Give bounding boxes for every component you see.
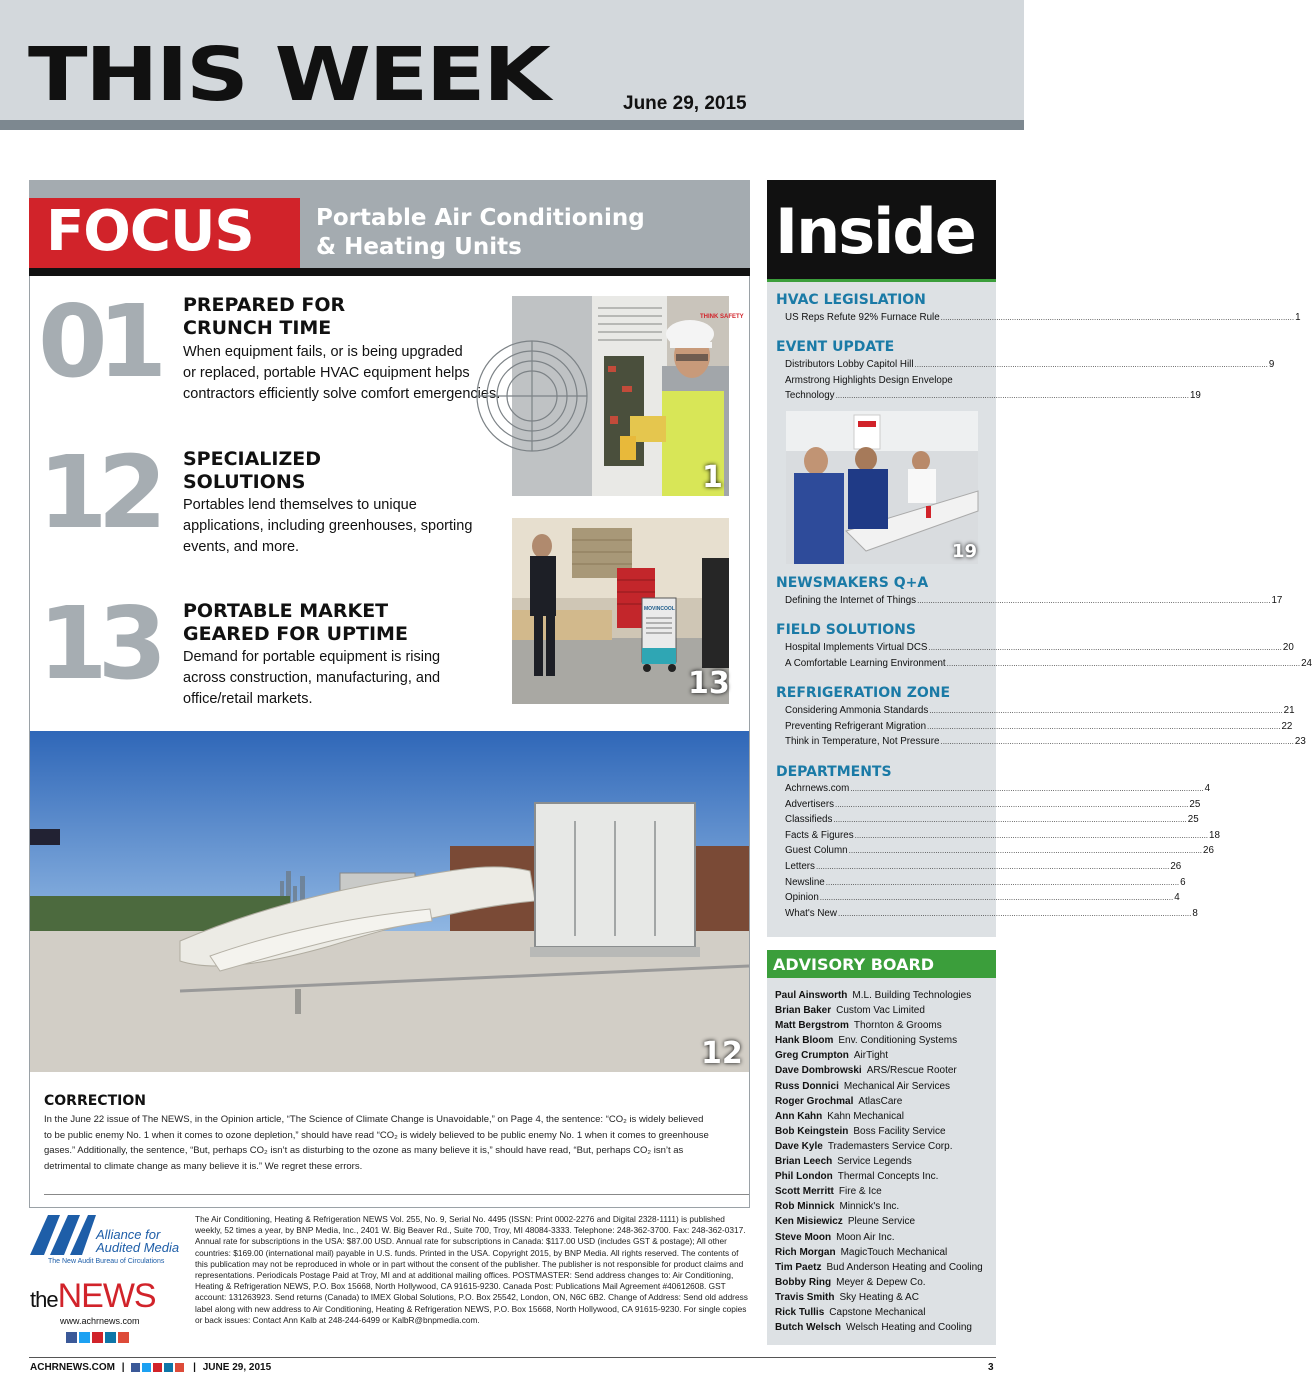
issue-date: June 29, 2015: [623, 93, 747, 114]
toc-list: [785, 310, 1301, 326]
advisory-member: [775, 1139, 995, 1154]
toc-item[interactable]: [785, 719, 1293, 735]
toc-leader: [947, 656, 1300, 672]
story-number: 12: [38, 434, 158, 551]
member-name: Scott Merritt: [775, 1186, 834, 1198]
toc-leader: [928, 640, 1281, 656]
footer-site[interactable]: ACHRNEWS.COM: [30, 1362, 115, 1373]
toc-leader: [915, 357, 1268, 373]
toc-section-heading: FIELD SOLUTIONS: [776, 622, 916, 638]
toc-item-title: Opinion: [785, 892, 819, 904]
toc-leader: [816, 859, 1169, 875]
member-company: Meyer & Depew Co.: [836, 1276, 926, 1288]
story-desc-line: Demand for portable equipment is rising: [183, 649, 441, 665]
toc-item-title: Armstrong Highlights Design Envelope: [785, 374, 953, 386]
member-name: Travis Smith: [775, 1291, 835, 1303]
vest-text: THINK SAFETY: [700, 314, 744, 320]
member-name: Russ Donnici: [775, 1080, 839, 1092]
footer-separator: |: [193, 1362, 196, 1373]
advisory-member: [775, 1230, 995, 1245]
story-title-link[interactable]: [183, 600, 503, 646]
advisory-member: [775, 1063, 995, 1078]
photo-number: 13: [688, 666, 730, 701]
toc-item-page: 25: [1187, 814, 1199, 826]
toc-leader: [940, 734, 1293, 750]
page-number: 3: [988, 1362, 994, 1373]
toc-item-title: Think in Temperature, Not Pressure: [785, 736, 940, 748]
youtube-icon[interactable]: [153, 1363, 162, 1372]
toc-item-page: 26: [1170, 860, 1182, 872]
toc-item[interactable]: [785, 357, 1275, 373]
story-desc-line: applications, including greenhouses, sporting: [183, 518, 473, 534]
toc-item-page: 20: [1282, 642, 1294, 653]
toc-item-title: Achrnews.com: [785, 783, 850, 794]
member-name: Hank Bloom: [775, 1035, 834, 1047]
toc-item-page: 23: [1294, 736, 1306, 748]
facebook-icon[interactable]: [66, 1332, 77, 1343]
story-number: 13: [38, 585, 158, 702]
story-desc-line: or replaced, portable HVAC equipment helps: [183, 365, 470, 381]
toc-item[interactable]: [785, 875, 1186, 891]
toc-item[interactable]: [785, 781, 1211, 797]
member-company: Trademasters Service Corp.: [827, 1140, 953, 1152]
story-title-line: PREPARED FOR: [183, 294, 346, 316]
toc-item[interactable]: [785, 890, 1180, 906]
toc-leader: [941, 310, 1294, 326]
story-desc-line: office/retail markets.: [183, 691, 313, 707]
advisory-member: [775, 1154, 995, 1169]
advisory-member: [775, 1079, 995, 1094]
story-desc-line: Portables lend themselves to unique: [183, 497, 417, 513]
story-title-line: GEARED FOR UPTIME: [183, 623, 408, 645]
toc-item[interactable]: [785, 828, 1220, 844]
member-name: Rick Tullis: [775, 1306, 825, 1318]
story-title-link[interactable]: [183, 294, 503, 340]
toc-item-page: 19: [1189, 390, 1201, 402]
correction-text: [44, 1112, 744, 1174]
member-company: Capstone Mechanical: [829, 1306, 926, 1318]
toc-item[interactable]: [785, 734, 1306, 750]
member-name: Ken Misiewicz: [775, 1216, 843, 1228]
correction-line: gases.” Additionally, the sentence, “But, perhaps CO₂ isn’t as disturbing to the ozone as many believe it is,” should have read, “But, perhaps CO₂ isn’t as: [44, 1145, 684, 1156]
toc-item-title: Preventing Refrigerant Migration: [785, 720, 927, 732]
news-logo: [30, 1278, 156, 1318]
story-desc-line: When equipment fails, or is being upgraded: [183, 344, 463, 360]
aam-logo-icon: [30, 1215, 96, 1255]
toc-item-page: 21: [1283, 705, 1295, 716]
advisory-member: [775, 1048, 995, 1063]
toc-item[interactable]: [785, 656, 1312, 672]
member-company: AtlasCare: [858, 1095, 903, 1107]
focus-subtitle-line: & Heating Units: [316, 234, 522, 260]
photo-rooftop[interactable]: [30, 731, 749, 1072]
toc-item-title: Advertisers: [785, 798, 834, 810]
member-name: Dave Dombrowski: [775, 1065, 862, 1077]
member-company: Service Legends: [837, 1156, 912, 1168]
toc-list: [785, 640, 1312, 671]
toc-item-page: 6: [1180, 876, 1186, 888]
focus-rule: [29, 268, 750, 276]
member-name: Dave Kyle: [775, 1140, 823, 1152]
toc-item-title: US Reps Refute 92% Furnace Rule: [785, 312, 940, 323]
advisory-member: [775, 1320, 995, 1335]
story-title-link[interactable]: [183, 448, 503, 494]
toc-section-heading: EVENT UPDATE: [776, 339, 895, 355]
toc-item[interactable]: [785, 310, 1301, 326]
toc-item-title: Letters: [785, 860, 815, 872]
header-rule: [0, 120, 1024, 130]
advisory-member: [775, 1033, 995, 1048]
toc-item-page: 25: [1189, 798, 1201, 810]
advisory-member: [775, 988, 995, 1003]
advisory-member: [775, 1109, 995, 1124]
member-company: Custom Vac Limited: [836, 1005, 925, 1017]
google-plus-icon[interactable]: [175, 1363, 184, 1372]
advisory-title: ADVISORY BOARD: [773, 955, 935, 974]
story-title-line: PORTABLE MARKET: [183, 600, 389, 622]
toc-section-heading: DEPARTMENTS: [776, 764, 892, 780]
toc-item[interactable]: [785, 859, 1182, 875]
news-logo-prefix: the: [30, 1287, 58, 1312]
advisory-member: [775, 1094, 995, 1109]
member-name: Bob Keingstein: [775, 1125, 849, 1137]
toc-item[interactable]: [785, 797, 1201, 813]
member-company: M.L. Building Technologies: [852, 990, 972, 1001]
member-company: Moon Air Inc.: [836, 1231, 895, 1243]
toc-item[interactable]: [785, 906, 1198, 922]
toc-item-title: Classifieds: [785, 814, 833, 826]
story-title-line: SPECIALIZED: [183, 448, 322, 470]
toc-item-title: Newsline: [785, 876, 825, 888]
aam-line: Alliance for: [96, 1227, 161, 1242]
story-number: 01: [38, 283, 158, 400]
twitter-icon[interactable]: [79, 1332, 90, 1343]
google-plus-icon[interactable]: [118, 1332, 129, 1343]
twitter-icon[interactable]: [142, 1363, 151, 1372]
toc-leader: [838, 906, 1191, 922]
advisory-member: [775, 1184, 995, 1199]
toc-leader: [927, 719, 1280, 735]
advisory-member: [775, 1245, 995, 1260]
toc-list: [785, 781, 1220, 921]
toc-item-page: 9: [1268, 359, 1275, 370]
focus-subtitle: [316, 204, 645, 262]
story-desc-line: contractors efficiently solve comfort emergencies.: [183, 386, 501, 402]
correction-line: In the June 22 issue of The NEWS, in the Opinion article, “The Science of Climate Change is Unavoidable,” on Page 4, the sentence: “CO₂ is widely believed: [44, 1114, 704, 1125]
footer-info: [30, 1362, 271, 1373]
toc-item-title: Facts & Figures: [785, 829, 854, 841]
toc-leader: [917, 593, 1270, 609]
toc-item-title: Distributors Lobby Capitol Hill: [785, 359, 914, 370]
photo-technician[interactable]: [512, 296, 744, 496]
advisory-list: [775, 988, 995, 1335]
member-name: Brian Leech: [775, 1156, 833, 1168]
member-company: Pleune Service: [847, 1216, 916, 1228]
news-url-link[interactable]: www.achrnews.com: [60, 1316, 140, 1326]
news-logo-name: NEWS: [57, 1277, 156, 1315]
toc-leader: [826, 875, 1179, 891]
member-name: Ann Kahn: [775, 1110, 823, 1122]
toc-item-title: Hospital Implements Virtual DCS: [785, 642, 928, 653]
advisory-member: [775, 1305, 995, 1320]
photo-number: 12: [701, 1036, 743, 1071]
member-name: Phil London: [775, 1171, 833, 1183]
member-name: Roger Grochmal: [775, 1095, 854, 1107]
toc-list: [785, 357, 1275, 404]
photo-number: 19: [952, 541, 978, 562]
toc-item[interactable]: [785, 843, 1214, 859]
linkedin-icon[interactable]: [164, 1363, 173, 1372]
story-title-line: SOLUTIONS: [183, 471, 306, 493]
toc-item-title: A Comfortable Learning Environment: [785, 657, 946, 669]
member-company: MagicTouch Mechanical: [840, 1246, 948, 1258]
member-company: Thermal Concepts Inc.: [837, 1171, 939, 1183]
member-company: Welsch Heating and Cooling: [845, 1322, 972, 1334]
story-desc-line: across construction, manufacturing, and: [183, 670, 441, 686]
toc-leader: [850, 781, 1203, 797]
correction-line: to be public enemy No. 1 when it comes to ozone depletion,” should have read “CO₂ is widely believed to be public enemy No. 1 when it comes to greenhouse: [44, 1129, 709, 1141]
toc-leader: [836, 388, 1189, 404]
youtube-icon[interactable]: [92, 1332, 103, 1343]
toc-item[interactable]: [785, 703, 1295, 719]
technician-illustration: [512, 296, 744, 496]
focus-label: FOCUS: [46, 199, 254, 264]
footer-rule: [29, 1357, 996, 1358]
member-name: Rob Minnick: [775, 1201, 835, 1213]
toc-leader: [833, 812, 1186, 828]
linkedin-icon[interactable]: [105, 1332, 116, 1343]
aam-logo-text: [96, 1228, 179, 1254]
member-company: Bud Anderson Heating and Cooling: [826, 1261, 983, 1273]
toc-leader: [929, 703, 1282, 719]
member-company: Kahn Mechanical: [827, 1110, 904, 1122]
toc-list: [785, 593, 1283, 609]
inside-title: Inside: [775, 195, 975, 268]
story-description: [183, 495, 508, 558]
toc-item-title: Guest Column: [785, 845, 848, 857]
member-name: Rich Morgan: [775, 1246, 836, 1258]
toc-section-heading: HVAC LEGISLATION: [776, 292, 926, 308]
footer-separator: |: [121, 1362, 125, 1373]
advisory-member: [775, 1260, 995, 1275]
publisher-statement: The Air Conditioning, Heating & Refrigeration NEWS Vol. 255, No. 9, Serial No. 4495 (ISSN: Print 0002-2276 and Digital 2328-1111) is published weekly, 52 times a year, by BNP Media, Inc., 2401 W. Big Beaver Rd., Suite 700, Troy, MI 48084-3333. Telephone: 248-362-3700. Fax: 248-362-0317. Annual rate for subscriptions in the USA: $87.00 USD. Annual rate for subscriptions in Canada: $117.00 USD (includes GST & postage); All other countries: $169.00 (international mail) payable in U.S. funds. Printed in the USA. Copyright 2015, by BNP Media. All rights reserved. The contents of this publication may not be reproduced in whole or in part without the consent of the publisher. The publisher is not responsible for product claims and representations. Periodicals Postage Paid at Troy, MI and at additional mailing offices. POSTMASTER: Send address changes to: Air Conditioning, Heating & Refrigeration NEWS, P.O. Box 15668, North Hollywood, CA 91615-9230. Canada Post: Publications Mail Agreement #40612608. GST account: 131263923. Send returns (Canada) to IMEX Global Solutions, P.O. Box 25542, London, ON, N6C 6B2. Change of Address: Send old address label along with new address to Air Conditioning, Heating & Refrigeration NEWS, P.O. Box 15668, North Hollywood, CA 91615-9230. For single copies or back issues: Contact Ann Kalb at 248-244-6499 or KalbR@bnpmedia.com.: [195, 1214, 748, 1325]
member-name: Brian Baker: [775, 1005, 832, 1017]
footer-date: JUNE 29, 2015: [202, 1362, 272, 1373]
story-description: [183, 342, 508, 405]
toc-leader: [820, 890, 1173, 906]
toc-section-heading: REFRIGERATION ZONE: [776, 685, 951, 701]
toc-leader: [835, 797, 1188, 813]
advisory-member: [775, 1169, 995, 1184]
inside-rule: [767, 279, 996, 282]
story-desc-line: events, and more.: [183, 539, 300, 555]
toc-item-page: 24: [1301, 657, 1312, 669]
photo-number: 1: [702, 460, 723, 495]
member-name: Matt Bergstrom: [775, 1020, 849, 1032]
photo-panel-discussion[interactable]: [786, 411, 978, 564]
member-company: Mechanical Air Services: [843, 1080, 951, 1092]
toc-item-page: 1: [1295, 312, 1301, 323]
toc-item[interactable]: [785, 812, 1199, 828]
toc-item-title: Considering Ammonia Standards: [785, 705, 929, 716]
toc-item-page: 26: [1203, 845, 1214, 857]
story-description: [183, 647, 508, 710]
toc-item-title: What's New: [785, 907, 837, 919]
member-name: Paul Ainsworth: [775, 990, 848, 1001]
toc-item-page: 8: [1192, 907, 1198, 919]
page-title: THIS WEEK: [28, 32, 549, 118]
correction-rule: [44, 1194, 749, 1195]
correction-line: detrimental to climate change as many believe it is.” We regret these errors.: [44, 1160, 363, 1172]
toc-item-title: Technology: [785, 390, 835, 402]
advisory-member: [775, 1124, 995, 1139]
member-name: Bobby Ring: [775, 1276, 832, 1288]
story-title-line: CRUNCH TIME: [183, 317, 332, 339]
aam-tagline: The New Audit Bureau of Circulations: [48, 1258, 165, 1265]
toc-list: [785, 703, 1306, 750]
member-company: Env. Conditioning Systems: [838, 1035, 958, 1047]
toc-item-page: 22: [1281, 720, 1293, 732]
toc-item-page: 4: [1174, 892, 1180, 904]
unit-brand: MOVINCOOL: [644, 606, 675, 612]
panel-illustration: [786, 411, 978, 564]
advisory-member: [775, 1275, 995, 1290]
correction-title: CORRECTION: [44, 1093, 146, 1109]
toc-item[interactable]: [785, 373, 978, 389]
toc-item-page: 18: [1209, 829, 1220, 841]
member-company: ARS/Rescue Rooter: [866, 1065, 957, 1077]
toc-item-title: Defining the Internet of Things: [785, 595, 917, 606]
toc-item-page: 17: [1271, 595, 1283, 606]
advisory-member: [775, 1018, 995, 1033]
toc-item-page: 4: [1204, 783, 1211, 794]
toc-section-heading: NEWSMAKERS Q+A: [776, 575, 929, 591]
facebook-icon[interactable]: [131, 1363, 140, 1372]
aam-line: Audited Media: [96, 1240, 180, 1255]
focus-subtitle-line: Portable Air Conditioning: [316, 205, 645, 231]
social-icons: [66, 1329, 131, 1347]
toc-item[interactable]: [785, 388, 1201, 404]
member-company: Boss Facility Service: [853, 1125, 946, 1137]
member-name: Steve Moon: [775, 1231, 832, 1243]
advisory-member: [775, 1214, 995, 1229]
member-name: Greg Crumpton: [775, 1050, 849, 1062]
toc-leader: [849, 843, 1202, 859]
member-name: Butch Welsch: [775, 1322, 841, 1334]
member-company: AirTight: [853, 1050, 888, 1062]
toc-item[interactable]: [785, 593, 1283, 609]
member-company: Sky Heating & AC: [839, 1291, 919, 1303]
toc-leader: [855, 828, 1208, 844]
member-name: Tim Paetz: [775, 1261, 822, 1273]
member-company: Thornton & Grooms: [853, 1020, 942, 1032]
advisory-member: [775, 1003, 995, 1018]
member-company: Minnick's Inc.: [839, 1201, 900, 1213]
member-company: Fire & Ice: [838, 1186, 882, 1198]
toc-item[interactable]: [785, 640, 1294, 656]
rooftop-illustration: [30, 731, 749, 1072]
advisory-member: [775, 1290, 995, 1305]
advisory-member: [775, 1199, 995, 1214]
